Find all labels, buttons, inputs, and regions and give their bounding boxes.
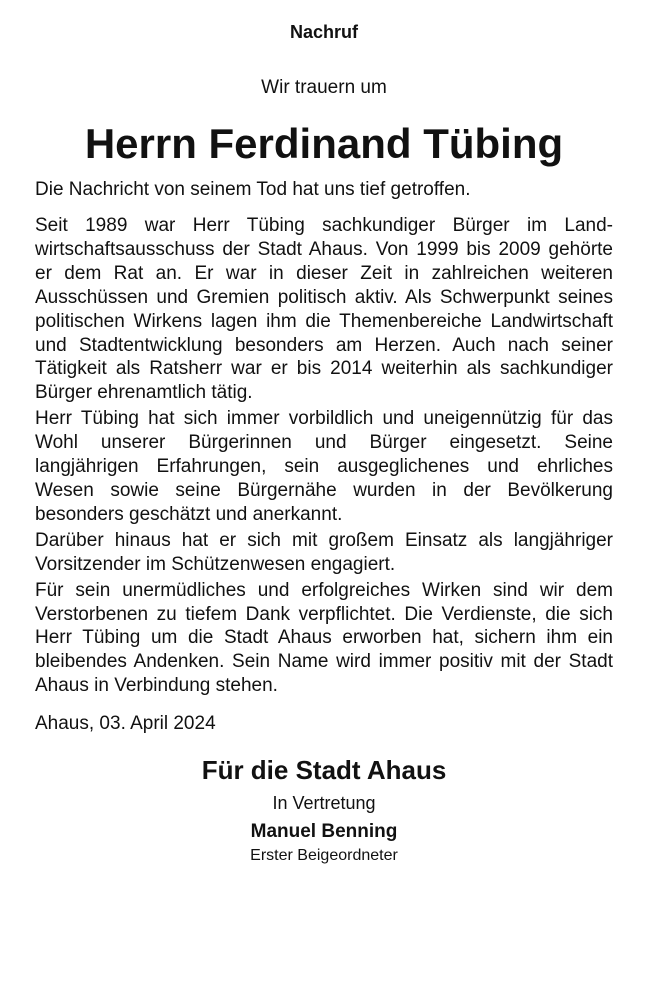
body-paragraph-gratitude: Für sein unermüdliches und erfolgreiches Wirken sind wir dem Verstorbenen zu tiefem Dank verpflichtet. Die Verdienste, die sich Herr Tübing um die Stadt Ahaus erworben hat, sichern ihm ein bleibendes Andenken. Sein Name wird immer positiv mit der Stadt Ahaus in Verbindung stehen. <box>35 579 613 697</box>
body-paragraph-career: Seit 1989 war Herr Tübing sachkundiger Bürger im Landwirtschaftsausschuss der Stadt Ahaus. Von 1999 bis 2009 gehörte er dem Rat an. Er war in dieser Zeit in zahlreichen weiteren Ausschüssen und Gremien politisch aktiv. Als Schwerpunkt seines politischen Wirkens lagen ihm die Themenbereiche Landwirtschaft und Stadtentwicklung besonders am Herzen. Auch nach seiner Tätigkeit als Ratsherr war er bis 2014 weiterhin als sachkundiger Bürger ehrenamtlich tätig. <box>35 215 613 404</box>
intro-line: Wir trauern um <box>261 77 387 98</box>
signature-role: In Vertretung <box>272 793 376 814</box>
lead-sentence: Die Nachricht von seinem Tod hat uns tief getroffen. <box>35 179 471 200</box>
body-paragraph-club: Darüber hinaus hat er sich mit großem Einsatz als langjähriger Vorsitzender im Schützenwesen engagiert. <box>35 529 613 575</box>
signature-person: Manuel Benning <box>250 821 398 843</box>
signature-organization: Für die Stadt Ahaus <box>201 755 447 786</box>
body-paragraph-character: Herr Tübing hat sich immer vorbildlich und uneigennützig für das Wohl unserer Bürgerinnen und Bürger eingesetzt. Seine langjährigen Erfahrungen, sein ausgeglichenes und ehrliches Wesen sowie seine Bürgernähe wurden in der Bevölkerung besonders geschätzt und anerkannt. <box>35 408 613 525</box>
notice-heading: Nachruf <box>289 22 358 42</box>
date-line: Ahaus, 03. April 2024 <box>35 713 216 735</box>
signature-title: Erster Beigeordneter <box>250 847 398 865</box>
deceased-name: Herrn Ferdinand Tübing <box>84 120 564 167</box>
